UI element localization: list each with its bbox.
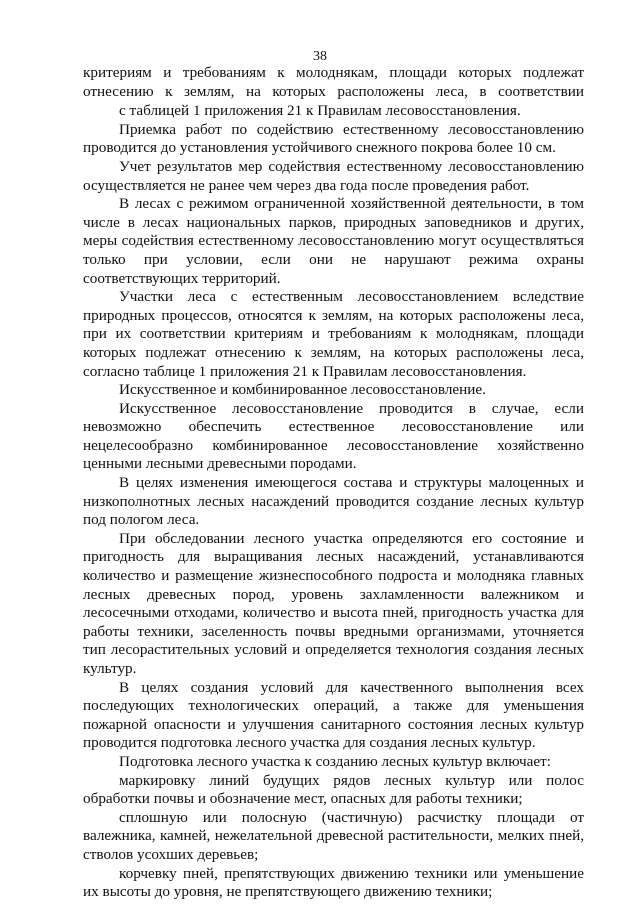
paragraph-13: маркировку линий будущих рядов лесных культур или полос обработки почвы и обозначение мест, опасных для работы техники; xyxy=(83,771,584,808)
paragraph-2: с таблицей 1 приложения 21 к Правилам лесовосстановления. xyxy=(119,102,521,120)
paragraph-10: При обследовании лесного участка определяются его состояние и пригодность для выращивания лесных насаждений, устанавливаются количество и размещение жизнеспособного подроста и молодняка главных лесных древесных пород, уровень захламленности валежником и лесосечными отходами, количество и высота пней, пригодность участка для работы техники, заселенность почвы вредными организмами, уточняется тип лесорастительных условий и определяется технология создания лесных культур. xyxy=(83,529,584,677)
paragraph-8: Искусственное лесовосстановление проводится в случае, если невозможно обеспечить естественное лесовосстановление или нецелесообразно комбинированное лесовосстановление хозяйственно ценными лесными древесными породами. xyxy=(83,399,584,473)
paragraph-3: Приемка работ по содействию естественному лесовосстановлению проводится до установления устойчивого снежного покрова более 10 см. xyxy=(83,120,584,157)
paragraph-5: В лесах с режимом ограниченной хозяйственной деятельности, в том числе в лесах национальных парков, природных заповедников и других, меры содействия естественному лесовосстановлению могут осуществляться только при условии, если они не нарушают режима охраны соответствующих территорий. xyxy=(83,195,584,287)
paragraph-11: В целях создания условий для качественного выполнения всех последующих технологических операций, а также для уменьшения пожарной опасности и улучшения санитарного состояния лесных культур проводится подготовка лесного участка для создания лесных культур. xyxy=(83,678,584,752)
paragraph-14: сплошную или полосную (частичную) расчистку площади от валежника, камней, нежелательной древесной растительности, мелких пней, стволов усохших деревьев; xyxy=(83,808,584,863)
paragraph-1: критериям и требованиям к молоднякам, площади которых подлежат отнесению к землям, на которых расположены леса, в соответствии xyxy=(83,64,584,100)
paragraph-6: Участки леса с естественным лесовосстановлением вследствие природных процессов, относятся к землям, на которых расположены леса, при их соответствии критериям и требованиям к молоднякам, площади которых подлежат отнесению к землям, на которых расположены леса, согласно таблице 1 приложения 21 к Правилам лесовосстановления. xyxy=(83,288,584,380)
paragraph-15: корчевку пней, препятствующих движению техники или уменьшение их высоты до уровня, не препятствующего движению техники; xyxy=(83,864,584,901)
paragraph-4: Учет результатов мер содействия естественному лесовосстановлению осуществляется не ранее чем через два года после проведения работ. xyxy=(83,157,584,194)
paragraph-12: Подготовка лесного участка к созданию лесных культур включает: xyxy=(119,752,551,770)
page-number: 38 xyxy=(313,49,327,64)
paragraph-9: В целях изменения имеющегося состава и структуры малоценных и низкополнотных лесных насаждений проводится создание лесных культур под пологом леса. xyxy=(83,474,584,529)
body-text xyxy=(83,64,584,902)
paragraph-7: Искусственное и комбинированное лесовосстановление. xyxy=(119,381,486,399)
